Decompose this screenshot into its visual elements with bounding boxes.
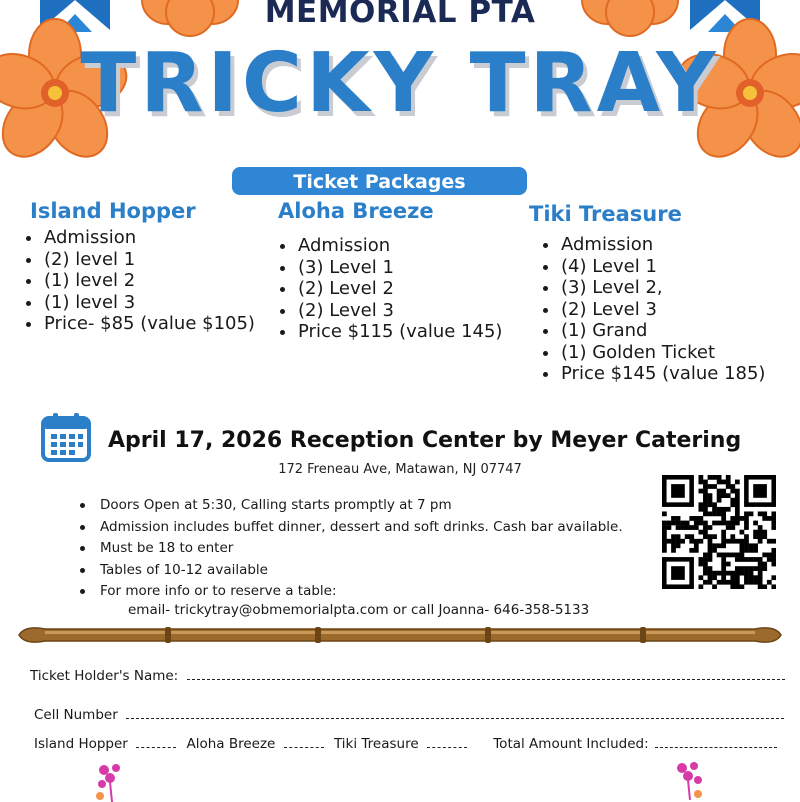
- field-label: Ticket Holder's Name:: [30, 668, 179, 684]
- package-items: [278, 235, 502, 343]
- event-details-list: [78, 495, 623, 603]
- list-item: Must be 18 to enter: [78, 538, 623, 560]
- field-label: Tiki Treasure: [333, 736, 419, 752]
- package-aloha-breeze: [278, 199, 502, 343]
- event-title: TRICKY TRAY: [80, 36, 720, 131]
- field-blank[interactable]: [187, 668, 785, 680]
- list-item: Admission: [24, 227, 255, 249]
- field-blank[interactable]: [126, 707, 784, 719]
- calendar-icon: [40, 411, 92, 463]
- list-item: (2) Level 2: [278, 278, 502, 300]
- list-item: (1) level 3: [24, 292, 255, 314]
- list-item: (2) Level 3: [278, 300, 502, 322]
- event-address: 172 Freneau Ave, Matawan, NJ 07747: [278, 462, 522, 477]
- list-item: (1) Golden Ticket: [541, 342, 765, 364]
- bamboo-divider: [15, 620, 785, 650]
- list-item: Tables of 10-12 available: [78, 560, 623, 582]
- package-items: [541, 234, 765, 385]
- cell-number-field[interactable]: [34, 707, 784, 723]
- list-item: For more info or to reserve a table:: [78, 581, 623, 603]
- field-label: Cell Number: [34, 707, 118, 723]
- qr-code-icon[interactable]: [662, 475, 776, 589]
- package-name: Island Hopper: [30, 199, 196, 223]
- list-item: (1) Grand: [541, 320, 765, 342]
- ticket-holder-name-field[interactable]: [30, 668, 785, 684]
- field-label: Total Amount Included:: [493, 736, 649, 752]
- package-name: Tiki Treasure: [529, 202, 682, 226]
- package-items: [24, 227, 255, 335]
- list-item: Price $115 (value 145): [278, 321, 502, 343]
- field-label: Aloha Breeze: [186, 736, 276, 752]
- list-item: Price- $85 (value $105): [24, 313, 255, 335]
- event-date-venue: April 17, 2026 Reception Center by Meyer Catering: [108, 428, 742, 453]
- list-item: (4) Level 1: [541, 256, 765, 278]
- list-item: (3) Level 1: [278, 257, 502, 279]
- list-item: Doors Open at 5:30, Calling starts promptly at 7 pm: [78, 495, 623, 517]
- list-item: (3) Level 2,: [541, 277, 765, 299]
- list-item: (2) level 1: [24, 249, 255, 271]
- orchid-icon: [668, 760, 710, 800]
- list-item: Admission: [541, 234, 765, 256]
- contact-info: email- trickytray@obmemorialpta.com or call Joanna- 646-358-5133: [128, 602, 590, 618]
- list-item: (2) Level 3: [541, 299, 765, 321]
- ticket-packages-heading: Ticket Packages: [232, 167, 527, 195]
- field-label: Island Hopper: [34, 736, 128, 752]
- package-island-hopper: [30, 199, 255, 335]
- list-item: Price $145 (value 185): [541, 363, 765, 385]
- list-item: (1) level 2: [24, 270, 255, 292]
- package-selection-row: [34, 736, 777, 752]
- total-amount-field[interactable]: [655, 736, 777, 748]
- orchid-icon: [90, 762, 132, 802]
- tiki-treasure-count-field[interactable]: [427, 736, 467, 748]
- aloha-breeze-count-field[interactable]: [284, 736, 324, 748]
- island-hopper-count-field[interactable]: [136, 736, 176, 748]
- list-item: Admission includes buffet dinner, dessert and soft drinks. Cash bar available.: [78, 517, 623, 539]
- org-title: MEMORIAL PTA: [264, 0, 536, 30]
- list-item: Admission: [278, 235, 502, 257]
- package-name: Aloha Breeze: [278, 199, 434, 223]
- package-tiki-treasure: [529, 202, 765, 385]
